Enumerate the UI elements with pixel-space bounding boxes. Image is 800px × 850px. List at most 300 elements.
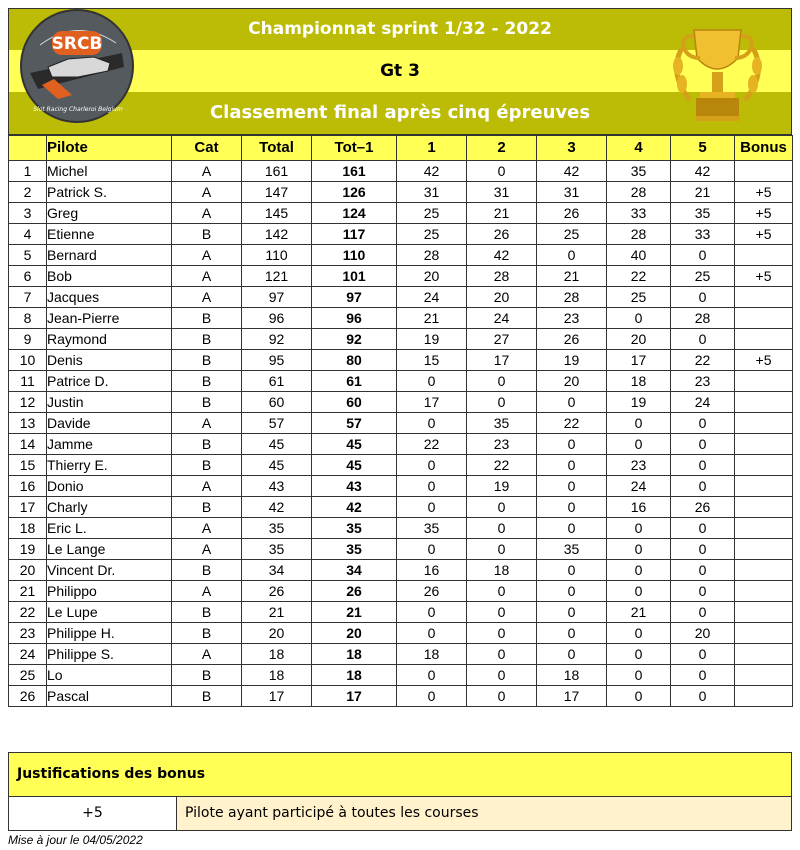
- cell-race-3: 25: [537, 224, 607, 245]
- cell-race-1: 0: [397, 623, 467, 644]
- table-row: [9, 245, 793, 266]
- cell-race-4: 0: [607, 539, 671, 560]
- table-row: [9, 686, 793, 707]
- cell-race-4: 16: [607, 497, 671, 518]
- table-row: [9, 266, 793, 287]
- cell-race-1: 15: [397, 350, 467, 371]
- cell-race-5: 0: [671, 245, 735, 266]
- cell-pilot: Philippe S.: [47, 644, 172, 665]
- cell-pilot: Philippo: [47, 581, 172, 602]
- cell-pilot: Le Lange: [47, 539, 172, 560]
- cell-total: 147: [242, 182, 312, 203]
- cell-race-4: 0: [607, 665, 671, 686]
- cell-race-2: 23: [467, 434, 537, 455]
- cell-race-2: 0: [467, 539, 537, 560]
- column-header-rank: [9, 136, 47, 161]
- cell-total: 17: [242, 686, 312, 707]
- cell-bonus: [735, 287, 793, 308]
- cell-rank: 10: [9, 350, 47, 371]
- cell-race-5: 20: [671, 623, 735, 644]
- cell-pilot: Jean-Pierre: [47, 308, 172, 329]
- cell-total-minus-one: 117: [312, 224, 397, 245]
- cell-race-3: 0: [537, 476, 607, 497]
- cell-rank: 1: [9, 161, 47, 182]
- cell-pilot: Le Lupe: [47, 602, 172, 623]
- cell-total-minus-one: 18: [312, 665, 397, 686]
- legend-row: [9, 797, 791, 830]
- cell-total: 142: [242, 224, 312, 245]
- table-row: [9, 203, 793, 224]
- cell-rank: 24: [9, 644, 47, 665]
- update-date: Mise à jour le 04/05/2022: [8, 833, 143, 847]
- cell-pilot: Michel: [47, 161, 172, 182]
- cell-rank: 4: [9, 224, 47, 245]
- cell-rank: 14: [9, 434, 47, 455]
- cell-race-2: 0: [467, 518, 537, 539]
- cell-bonus: +5: [735, 224, 793, 245]
- cell-race-3: 28: [537, 287, 607, 308]
- cell-race-2: 35: [467, 413, 537, 434]
- cell-bonus: [735, 413, 793, 434]
- cell-race-2: 19: [467, 476, 537, 497]
- cell-bonus: [735, 392, 793, 413]
- cell-total-minus-one: 34: [312, 560, 397, 581]
- cell-total-minus-one: 21: [312, 602, 397, 623]
- cell-bonus: +5: [735, 266, 793, 287]
- cell-race-5: 24: [671, 392, 735, 413]
- cell-bonus: [735, 434, 793, 455]
- cell-rank: 22: [9, 602, 47, 623]
- cell-race-4: 0: [607, 581, 671, 602]
- cell-race-5: 42: [671, 161, 735, 182]
- table-row: [9, 224, 793, 245]
- ranking-table: [8, 135, 793, 707]
- cell-total-minus-one: 97: [312, 287, 397, 308]
- cell-total-minus-one: 161: [312, 161, 397, 182]
- cell-race-2: 0: [467, 686, 537, 707]
- cell-race-5: 0: [671, 413, 735, 434]
- cell-rank: 12: [9, 392, 47, 413]
- cell-category: B: [172, 329, 242, 350]
- cell-race-1: 17: [397, 392, 467, 413]
- cell-total: 61: [242, 371, 312, 392]
- cell-race-1: 35: [397, 518, 467, 539]
- cell-race-3: 0: [537, 602, 607, 623]
- cell-category: B: [172, 455, 242, 476]
- cell-race-1: 26: [397, 581, 467, 602]
- table-header-row: [9, 136, 793, 161]
- cell-total: 21: [242, 602, 312, 623]
- cell-race-1: 0: [397, 455, 467, 476]
- cell-race-4: 0: [607, 623, 671, 644]
- cell-total: 92: [242, 329, 312, 350]
- cell-race-5: 0: [671, 644, 735, 665]
- cell-race-4: 23: [607, 455, 671, 476]
- cell-category: A: [172, 203, 242, 224]
- cell-rank: 16: [9, 476, 47, 497]
- cell-category: B: [172, 497, 242, 518]
- srcb-logo: [18, 7, 136, 125]
- cell-race-4: 28: [607, 224, 671, 245]
- cell-race-2: 20: [467, 287, 537, 308]
- table-row: [9, 287, 793, 308]
- cell-rank: 19: [9, 539, 47, 560]
- cell-race-4: 18: [607, 371, 671, 392]
- cell-category: A: [172, 161, 242, 182]
- cell-race-3: 0: [537, 434, 607, 455]
- column-header-category: Cat: [172, 136, 242, 161]
- cell-race-4: 22: [607, 266, 671, 287]
- cell-rank: 25: [9, 665, 47, 686]
- cell-category: B: [172, 224, 242, 245]
- table-row: [9, 476, 793, 497]
- cell-total: 18: [242, 644, 312, 665]
- cell-bonus: [735, 308, 793, 329]
- cell-race-4: 0: [607, 308, 671, 329]
- table-row: [9, 560, 793, 581]
- cell-bonus: [735, 686, 793, 707]
- cell-race-4: 0: [607, 686, 671, 707]
- column-header-race-1: 1: [397, 136, 467, 161]
- cell-race-4: 25: [607, 287, 671, 308]
- cell-race-1: 0: [397, 371, 467, 392]
- cell-race-3: 23: [537, 308, 607, 329]
- cell-pilot: Pascal: [47, 686, 172, 707]
- cell-pilot: Vincent Dr.: [47, 560, 172, 581]
- cell-pilot: Patrice D.: [47, 371, 172, 392]
- cell-race-5: 0: [671, 329, 735, 350]
- cell-category: B: [172, 434, 242, 455]
- cell-category: B: [172, 602, 242, 623]
- cell-rank: 20: [9, 560, 47, 581]
- cell-total: 20: [242, 623, 312, 644]
- cell-race-5: 22: [671, 350, 735, 371]
- cell-race-5: 0: [671, 602, 735, 623]
- ranking-subtitle: Classement final après cinq épreuves: [9, 92, 791, 134]
- cell-total: 35: [242, 518, 312, 539]
- cell-race-2: 42: [467, 245, 537, 266]
- cell-race-1: 22: [397, 434, 467, 455]
- cell-race-5: 0: [671, 581, 735, 602]
- cell-race-4: 0: [607, 644, 671, 665]
- cell-race-4: 0: [607, 434, 671, 455]
- cell-total-minus-one: 80: [312, 350, 397, 371]
- cell-race-1: 0: [397, 497, 467, 518]
- cell-race-5: 0: [671, 287, 735, 308]
- cell-race-5: 0: [671, 560, 735, 581]
- cell-category: A: [172, 245, 242, 266]
- cell-rank: 11: [9, 371, 47, 392]
- cell-rank: 17: [9, 497, 47, 518]
- cell-race-2: 28: [467, 266, 537, 287]
- cell-category: A: [172, 266, 242, 287]
- cell-race-3: 0: [537, 581, 607, 602]
- cell-race-2: 26: [467, 224, 537, 245]
- cell-rank: 15: [9, 455, 47, 476]
- cell-rank: 5: [9, 245, 47, 266]
- table-row: [9, 497, 793, 518]
- cell-bonus: +5: [735, 182, 793, 203]
- cell-race-2: 0: [467, 665, 537, 686]
- cell-pilot: Greg: [47, 203, 172, 224]
- cell-rank: 13: [9, 413, 47, 434]
- table-row: [9, 455, 793, 476]
- cell-race-3: 26: [537, 203, 607, 224]
- cell-total-minus-one: 20: [312, 623, 397, 644]
- cell-race-2: 17: [467, 350, 537, 371]
- table-row: [9, 392, 793, 413]
- cell-rank: 18: [9, 518, 47, 539]
- cell-total-minus-one: 43: [312, 476, 397, 497]
- cell-race-4: 17: [607, 350, 671, 371]
- cell-rank: 3: [9, 203, 47, 224]
- championship-title: Championnat sprint 1/32 - 2022: [9, 9, 791, 50]
- cell-total-minus-one: 18: [312, 644, 397, 665]
- cell-race-5: 28: [671, 308, 735, 329]
- cell-total-minus-one: 96: [312, 308, 397, 329]
- cell-total: 26: [242, 581, 312, 602]
- legend-description: Pilote ayant participé à toutes les courses: [177, 797, 791, 830]
- table-row: [9, 329, 793, 350]
- cell-total: 60: [242, 392, 312, 413]
- cell-race-4: 33: [607, 203, 671, 224]
- cell-race-2: 18: [467, 560, 537, 581]
- table-row: [9, 371, 793, 392]
- cell-total-minus-one: 35: [312, 539, 397, 560]
- cell-race-4: 20: [607, 329, 671, 350]
- cell-race-5: 21: [671, 182, 735, 203]
- cell-race-2: 0: [467, 623, 537, 644]
- cell-race-1: 0: [397, 602, 467, 623]
- cell-race-4: 0: [607, 518, 671, 539]
- cell-race-1: 0: [397, 686, 467, 707]
- cell-bonus: +5: [735, 203, 793, 224]
- cell-race-1: 19: [397, 329, 467, 350]
- cell-race-4: 19: [607, 392, 671, 413]
- cell-total: 161: [242, 161, 312, 182]
- cell-race-4: 24: [607, 476, 671, 497]
- legend-code: +5: [9, 797, 177, 830]
- cell-total-minus-one: 45: [312, 455, 397, 476]
- cell-race-4: 40: [607, 245, 671, 266]
- cell-bonus: [735, 665, 793, 686]
- cell-total-minus-one: 60: [312, 392, 397, 413]
- cell-category: A: [172, 413, 242, 434]
- cell-total: 97: [242, 287, 312, 308]
- cell-category: B: [172, 665, 242, 686]
- cell-race-4: 28: [607, 182, 671, 203]
- cell-race-2: 22: [467, 455, 537, 476]
- cell-race-5: 0: [671, 434, 735, 455]
- cell-category: A: [172, 539, 242, 560]
- cell-race-4: 21: [607, 602, 671, 623]
- cell-race-3: 0: [537, 623, 607, 644]
- cell-bonus: [735, 371, 793, 392]
- cell-race-5: 33: [671, 224, 735, 245]
- trophy-icon: [660, 18, 775, 128]
- cell-total: 145: [242, 203, 312, 224]
- cell-race-1: 24: [397, 287, 467, 308]
- cell-category: B: [172, 560, 242, 581]
- cell-total-minus-one: 42: [312, 497, 397, 518]
- cell-bonus: [735, 329, 793, 350]
- cell-total-minus-one: 110: [312, 245, 397, 266]
- cell-total-minus-one: 35: [312, 518, 397, 539]
- cell-race-3: 0: [537, 392, 607, 413]
- column-header-race-5: 5: [671, 136, 735, 161]
- cell-category: B: [172, 308, 242, 329]
- cell-race-3: 0: [537, 560, 607, 581]
- cell-race-1: 0: [397, 539, 467, 560]
- cell-bonus: [735, 602, 793, 623]
- cell-rank: 26: [9, 686, 47, 707]
- cell-pilot: Charly: [47, 497, 172, 518]
- cell-race-3: 0: [537, 518, 607, 539]
- cell-bonus: [735, 455, 793, 476]
- cell-bonus: [735, 497, 793, 518]
- cell-race-3: 18: [537, 665, 607, 686]
- cell-pilot: Davide: [47, 413, 172, 434]
- cell-race-2: 0: [467, 161, 537, 182]
- cell-total-minus-one: 124: [312, 203, 397, 224]
- cell-bonus: [735, 581, 793, 602]
- cell-race-1: 16: [397, 560, 467, 581]
- cell-race-3: 19: [537, 350, 607, 371]
- cell-bonus: [735, 518, 793, 539]
- cell-total: 43: [242, 476, 312, 497]
- cell-race-3: 0: [537, 497, 607, 518]
- cell-race-5: 0: [671, 665, 735, 686]
- cell-total: 121: [242, 266, 312, 287]
- table-row: [9, 581, 793, 602]
- cell-total-minus-one: 57: [312, 413, 397, 434]
- column-header-bonus: Bonus: [735, 136, 793, 161]
- cell-category: B: [172, 350, 242, 371]
- cell-total: 35: [242, 539, 312, 560]
- cell-race-1: 31: [397, 182, 467, 203]
- cell-pilot: Jamme: [47, 434, 172, 455]
- legend-title: Justifications des bonus: [9, 753, 791, 797]
- cell-category: B: [172, 686, 242, 707]
- cell-category: B: [172, 392, 242, 413]
- cell-race-3: 0: [537, 644, 607, 665]
- cell-race-2: 0: [467, 497, 537, 518]
- cell-race-3: 35: [537, 539, 607, 560]
- cell-pilot: Raymond: [47, 329, 172, 350]
- cell-race-5: 25: [671, 266, 735, 287]
- cell-bonus: [735, 539, 793, 560]
- cell-race-3: 0: [537, 455, 607, 476]
- table-row: [9, 623, 793, 644]
- column-header-pilot: Pilote: [47, 136, 172, 161]
- cell-total-minus-one: 92: [312, 329, 397, 350]
- cell-race-4: 0: [607, 560, 671, 581]
- cell-race-1: 42: [397, 161, 467, 182]
- column-header-total-minus-one: Tot–1: [312, 136, 397, 161]
- cell-bonus: [735, 161, 793, 182]
- table-row: [9, 665, 793, 686]
- cell-category: A: [172, 182, 242, 203]
- cell-pilot: Jacques: [47, 287, 172, 308]
- cell-race-3: 31: [537, 182, 607, 203]
- cell-pilot: Etienne: [47, 224, 172, 245]
- cell-total: 34: [242, 560, 312, 581]
- cell-race-3: 21: [537, 266, 607, 287]
- cell-race-2: 0: [467, 644, 537, 665]
- cell-race-3: 42: [537, 161, 607, 182]
- cell-category: A: [172, 581, 242, 602]
- cell-race-1: 21: [397, 308, 467, 329]
- cell-rank: 9: [9, 329, 47, 350]
- cell-race-5: 35: [671, 203, 735, 224]
- cell-race-5: 0: [671, 455, 735, 476]
- column-header-race-4: 4: [607, 136, 671, 161]
- cell-category: A: [172, 287, 242, 308]
- column-header-race-2: 2: [467, 136, 537, 161]
- cell-race-4: 35: [607, 161, 671, 182]
- cell-pilot: Eric L.: [47, 518, 172, 539]
- cell-total-minus-one: 101: [312, 266, 397, 287]
- table-row: [9, 539, 793, 560]
- cell-total-minus-one: 126: [312, 182, 397, 203]
- cell-race-3: 0: [537, 245, 607, 266]
- cell-race-2: 0: [467, 602, 537, 623]
- cell-race-1: 0: [397, 413, 467, 434]
- cell-rank: 21: [9, 581, 47, 602]
- cell-race-5: 0: [671, 518, 735, 539]
- cell-race-2: 0: [467, 581, 537, 602]
- cell-bonus: [735, 476, 793, 497]
- cell-race-3: 20: [537, 371, 607, 392]
- cell-bonus: [735, 644, 793, 665]
- cell-bonus: [735, 245, 793, 266]
- cell-race-5: 0: [671, 686, 735, 707]
- cell-total-minus-one: 26: [312, 581, 397, 602]
- cell-race-5: 23: [671, 371, 735, 392]
- cell-total: 42: [242, 497, 312, 518]
- cell-rank: 6: [9, 266, 47, 287]
- column-header-race-3: 3: [537, 136, 607, 161]
- logo-text: SRCB: [51, 34, 103, 54]
- cell-pilot: Denis: [47, 350, 172, 371]
- cell-total: 96: [242, 308, 312, 329]
- table-row: [9, 434, 793, 455]
- cell-bonus: [735, 560, 793, 581]
- table-row: [9, 308, 793, 329]
- table-row: [9, 161, 793, 182]
- table-row: [9, 602, 793, 623]
- table-row: [9, 350, 793, 371]
- table-row: [9, 182, 793, 203]
- cell-race-1: 25: [397, 203, 467, 224]
- logo-subtext: Slot Racing Charleroi Belgium: [33, 106, 123, 113]
- cell-total: 110: [242, 245, 312, 266]
- cell-race-3: 17: [537, 686, 607, 707]
- cell-race-1: 0: [397, 665, 467, 686]
- cell-total-minus-one: 17: [312, 686, 397, 707]
- cell-category: B: [172, 623, 242, 644]
- bonus-legend: [8, 752, 792, 831]
- column-header-total: Total: [242, 136, 312, 161]
- cell-race-2: 0: [467, 371, 537, 392]
- cell-category: A: [172, 518, 242, 539]
- cell-race-1: 20: [397, 266, 467, 287]
- cell-pilot: Philippe H.: [47, 623, 172, 644]
- cell-race-2: 24: [467, 308, 537, 329]
- cell-pilot: Justin: [47, 392, 172, 413]
- cell-race-5: 26: [671, 497, 735, 518]
- cell-race-5: 0: [671, 539, 735, 560]
